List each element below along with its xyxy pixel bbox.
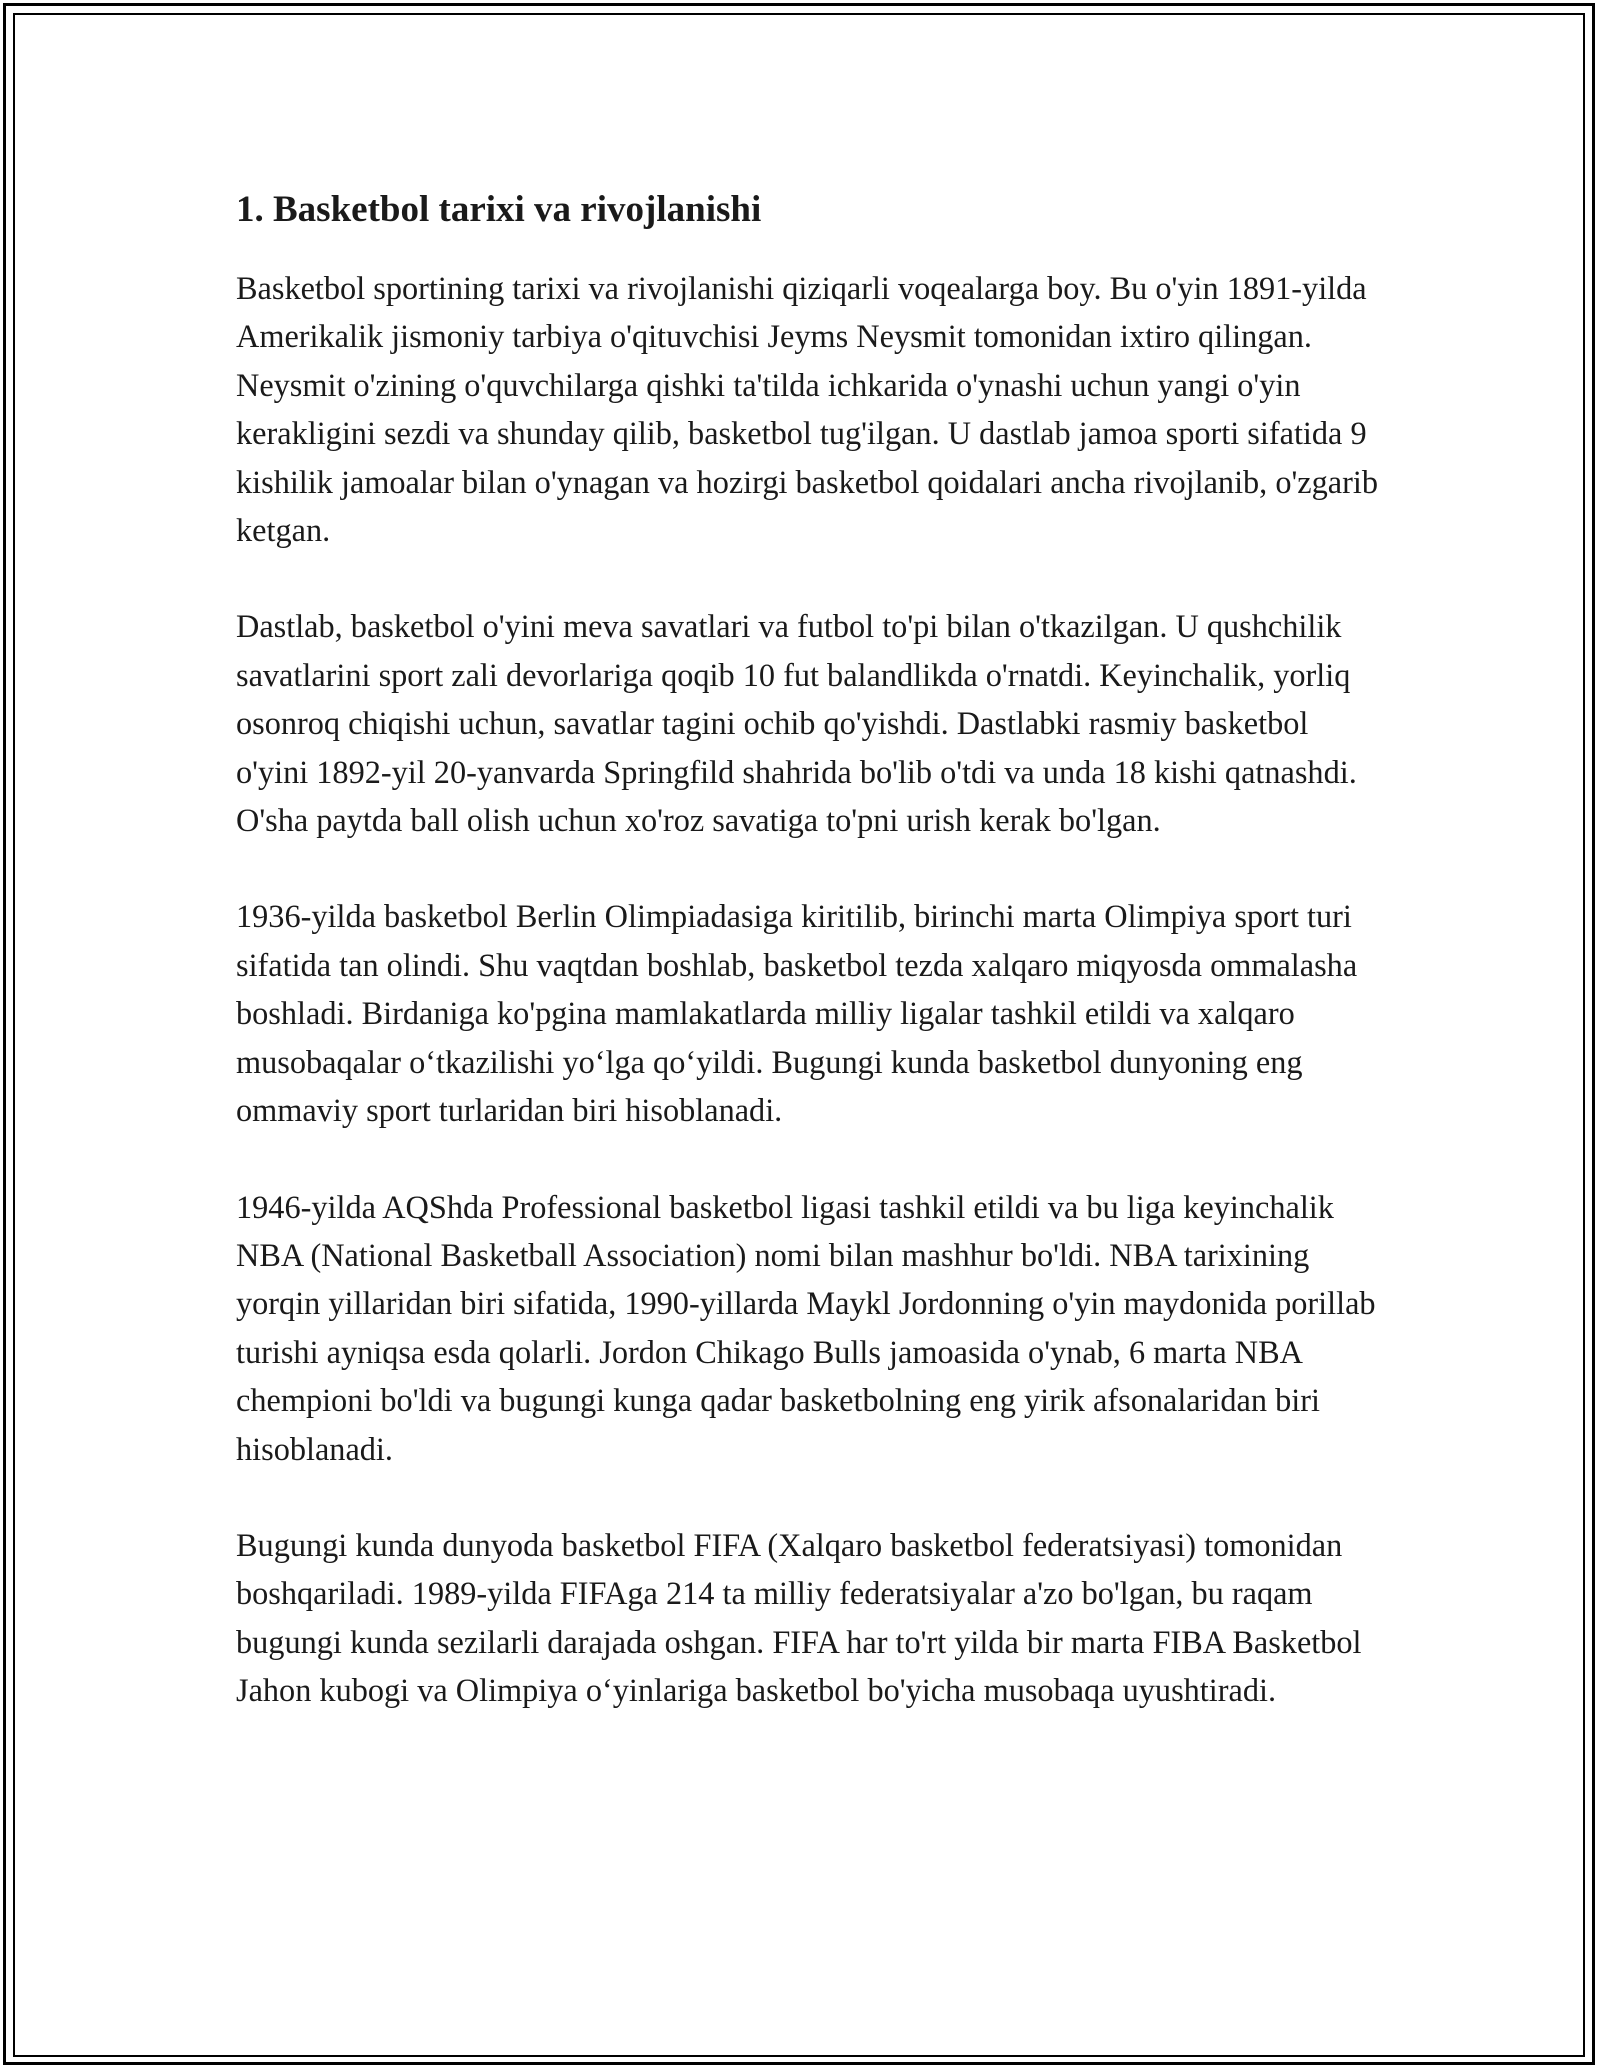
paragraph-nba: 1946-yilda AQShda Professional basketbol ligasi tashkil etildi va bu liga keyinchalik NBA (National Basketball Association) nomi bilan mashhur bo'ldi. NBA tarixining yorqin yillaridan biri sifatida, 1990-yillarda Maykl Jordonning o'yin maydonida porillab turishi ayniqsa esda qolarli. Jordon Chikago Bulls jamoasida o'ynab, 6 marta NBA chempioni bo'ldi va bugungi kunga qadar basketbolning eng yirik afsonalaridan biri hisoblanadi.: [236, 1188, 1376, 1467]
document-body: [236, 186, 1386, 1763]
section-heading: 1. Basketbol tarixi va rivojlanishi: [236, 189, 762, 230]
paragraph-origin: Basketbol sportining tarixi va rivojlanishi qiziqarli voqealarga boy. Bu o'yin 1891-yilda Amerikalik jismoniy tarbiya o'qituvchisi Jeyms Neysmit tomonidan ixtiro qilingan. Neysmit o'zining o'quvchilarga qishki ta'tilda ichkarida o'ynashi uchun yangi o'yin kerakligini sezdi va shunday qilib, basketbol tug'ilgan. U dastlab jamoa sporti sifatida 9 kishilik jamoalar bilan o'ynagan va hozirgi basketbol qoidalari ancha rivojlanib, o'zgarib ketgan.: [236, 270, 1378, 549]
paragraph-olympics: 1936-yilda basketbol Berlin Olimpiadasiga kiritilib, birinchi marta Olimpiya sport turi sifatida tan olindi. Shu vaqtdan boshlab, basketbol tezda xalqaro miqyosda ommalasha boshladi. Birdaniga ko'pgina mamlakatlarda milliy ligalar tashkil etildi va xalqaro musobaqalar o‘tkazilishi yo‘lga qo‘yildi. Bugungi kunda basketbol dunyoning eng ommaviy sport turlaridan biri hisoblanadi.: [236, 898, 1358, 1129]
paragraph-federation: Bugungi kunda dunyoda basketbol FIFA (Xalqaro basketbol federatsiyasi) tomonidan boshqariladi. 1989-yilda FIFAga 214 ta milliy federatsiyalar a'zo bo'lgan, bu raqam bugungi kunda sezilarli darajada oshgan. FIFA har to'rt yilda bir marta FIBA Basketbol Jahon kubogi va Olimpiya o‘yinlariga basketbol bo'yicha musobaqa uyushtiradi.: [236, 1526, 1362, 1709]
paragraph-early-game: Dastlab, basketbol o'yini meva savatlari va futbol to'pi bilan o'tkazilgan. U qushchilik savatlarini sport zali devorlariga qoqib 10 fut balandlikda o'rnatdi. Keyinchalik, yorliq osonroq chiqishi uchun, savatlar tagini ochib qo'yishdi. Dastlabki rasmiy basketbol o'yini 1892-yil 20-yanvarda Springfild shahrida bo'lib o'tdi va unda 18 kishi qatnashdi. O'sha paytda ball olish uchun xo'roz savatiga to'pni urish kerak bo'lgan.: [236, 608, 1357, 839]
